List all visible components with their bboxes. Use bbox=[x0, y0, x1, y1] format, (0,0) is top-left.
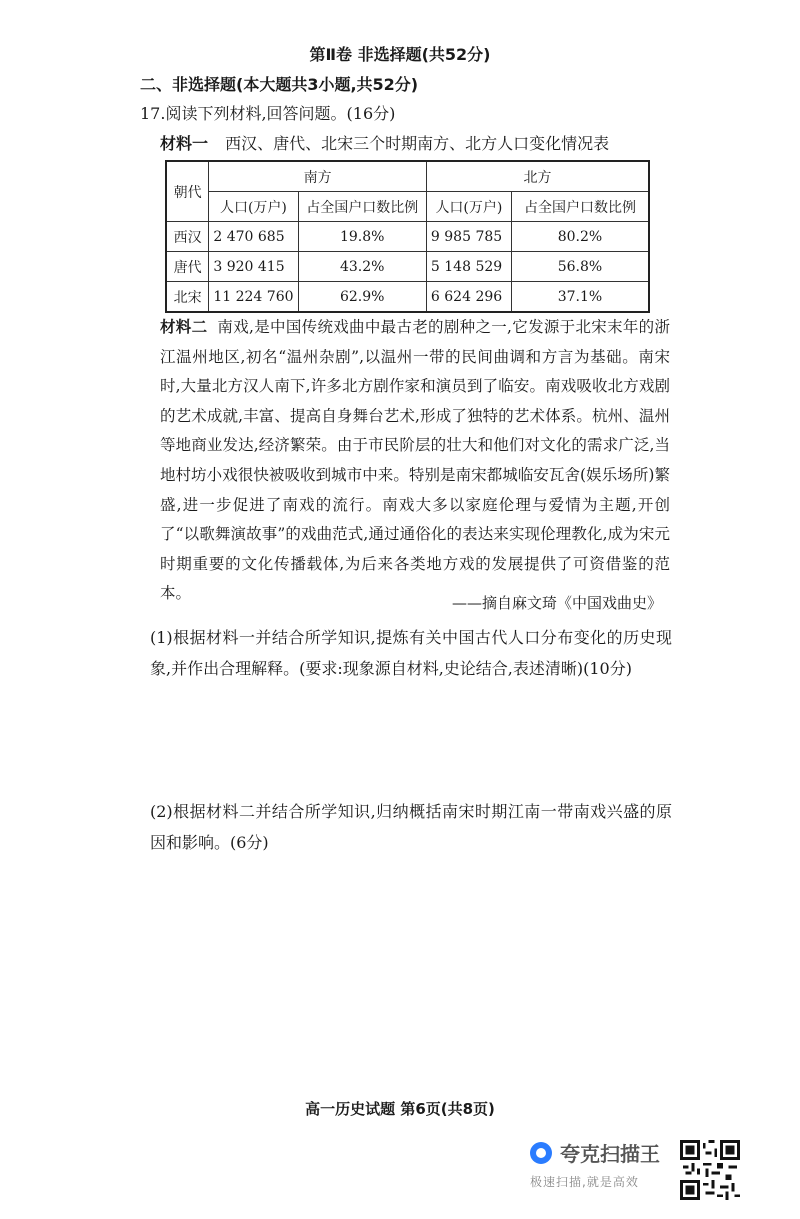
row-north-ratio: 37.1% bbox=[511, 282, 649, 313]
sub-question-1: (1)根据材料一并结合所学知识,提炼有关中国古代人口分布变化的历史现象,并作出合理解释。(要求:现象源自材料,史论结合,表述清晰)(10分) bbox=[150, 628, 672, 678]
section-title: 二、非选择题(本大题共3小题,共52分) bbox=[140, 75, 419, 94]
material1-caption-line bbox=[160, 131, 609, 154]
row-south-ratio: 43.2% bbox=[298, 252, 426, 282]
material2-paragraph bbox=[160, 313, 670, 609]
row-north-population: 6 624 296 bbox=[426, 282, 511, 313]
table-row bbox=[166, 282, 649, 313]
material2-source: ——摘自麻文琦《中国戏曲史》 bbox=[451, 594, 662, 612]
watermark-slogan: 极速扫描,就是高效 bbox=[530, 1175, 639, 1189]
header-south-population: 人口(万户) bbox=[209, 192, 298, 222]
row-north-ratio: 80.2% bbox=[511, 222, 649, 252]
row-south-population: 11 224 760 bbox=[209, 282, 298, 313]
page-footer: 高一历史试题 第6页(共8页) bbox=[305, 1100, 495, 1118]
table-row bbox=[166, 222, 649, 252]
row-north-population: 9 985 785 bbox=[426, 222, 511, 252]
row-dynasty: 西汉 bbox=[166, 222, 209, 252]
material2-label: 材料二 bbox=[160, 318, 208, 336]
table-row bbox=[166, 252, 649, 282]
qr-code-icon bbox=[680, 1140, 740, 1200]
material1-label: 材料一 bbox=[160, 134, 209, 153]
sub-question-2: (2)根据材料二并结合所学知识,归纳概括南宋时期江南一带南戏兴盛的原因和影响。(6分) bbox=[150, 802, 672, 852]
material2-text: 南戏,是中国传统戏曲中最古老的剧种之一,它发源于北宋末年的浙江温州地区,初名“温州杂剧”,以温州一带的民间曲调和方言为基础。南宋时,大量北方汉人南下,许多北方剧作家和演员到了临安。南戏吸收北方戏剧的艺术成就,丰富、提高自身舞台艺术,形成了独特的艺术体系。杭州、温州等地商业发达,经济繁荣。由于市民阶层的壮大和他们对文化的需求广泛,当地村坊小戏很快被吸收到城市中来。特别是南宋都城临安瓦舍(娱乐场所)繁盛,进一步促进了南戏的流行。南戏大多以家庭伦理与爱情为主题,开创了“以歌舞演故事”的戏曲范式,通过通俗化的表达来实现伦理教化,成为宋元时期重要的文化传播载体,为后来各类地方戏的发展提供了可资借鉴的范本。 bbox=[160, 318, 670, 603]
header-north-ratio: 占全国户口数比例 bbox=[511, 192, 649, 222]
header-north: 北方 bbox=[426, 161, 649, 192]
row-south-population: 2 470 685 bbox=[209, 222, 298, 252]
row-north-population: 5 148 529 bbox=[426, 252, 511, 282]
header-north-population: 人口(万户) bbox=[426, 192, 511, 222]
row-north-ratio: 56.8% bbox=[511, 252, 649, 282]
watermark-brand bbox=[530, 1138, 670, 1167]
row-dynasty: 北宋 bbox=[166, 282, 209, 313]
header-south-ratio: 占全国户口数比例 bbox=[298, 192, 426, 222]
material1-caption: 西汉、唐代、北宋三个时期南方、北方人口变化情况表 bbox=[225, 134, 610, 153]
scanner-logo-icon bbox=[530, 1142, 552, 1164]
question-stem: 17.阅读下列材料,回答问题。(16分) bbox=[140, 104, 396, 123]
header-south: 南方 bbox=[209, 161, 427, 192]
header-dynasty: 朝代 bbox=[166, 161, 209, 222]
scanner-watermark bbox=[530, 1138, 670, 1190]
row-south-population: 3 920 415 bbox=[209, 252, 298, 282]
row-south-ratio: 19.8% bbox=[298, 222, 426, 252]
part-title: 第Ⅱ卷 非选择题(共52分) bbox=[309, 45, 491, 64]
population-table bbox=[165, 160, 650, 313]
watermark-brand-name: 夸克扫描王 bbox=[560, 1142, 660, 1166]
row-south-ratio: 62.9% bbox=[298, 282, 426, 313]
row-dynasty: 唐代 bbox=[166, 252, 209, 282]
